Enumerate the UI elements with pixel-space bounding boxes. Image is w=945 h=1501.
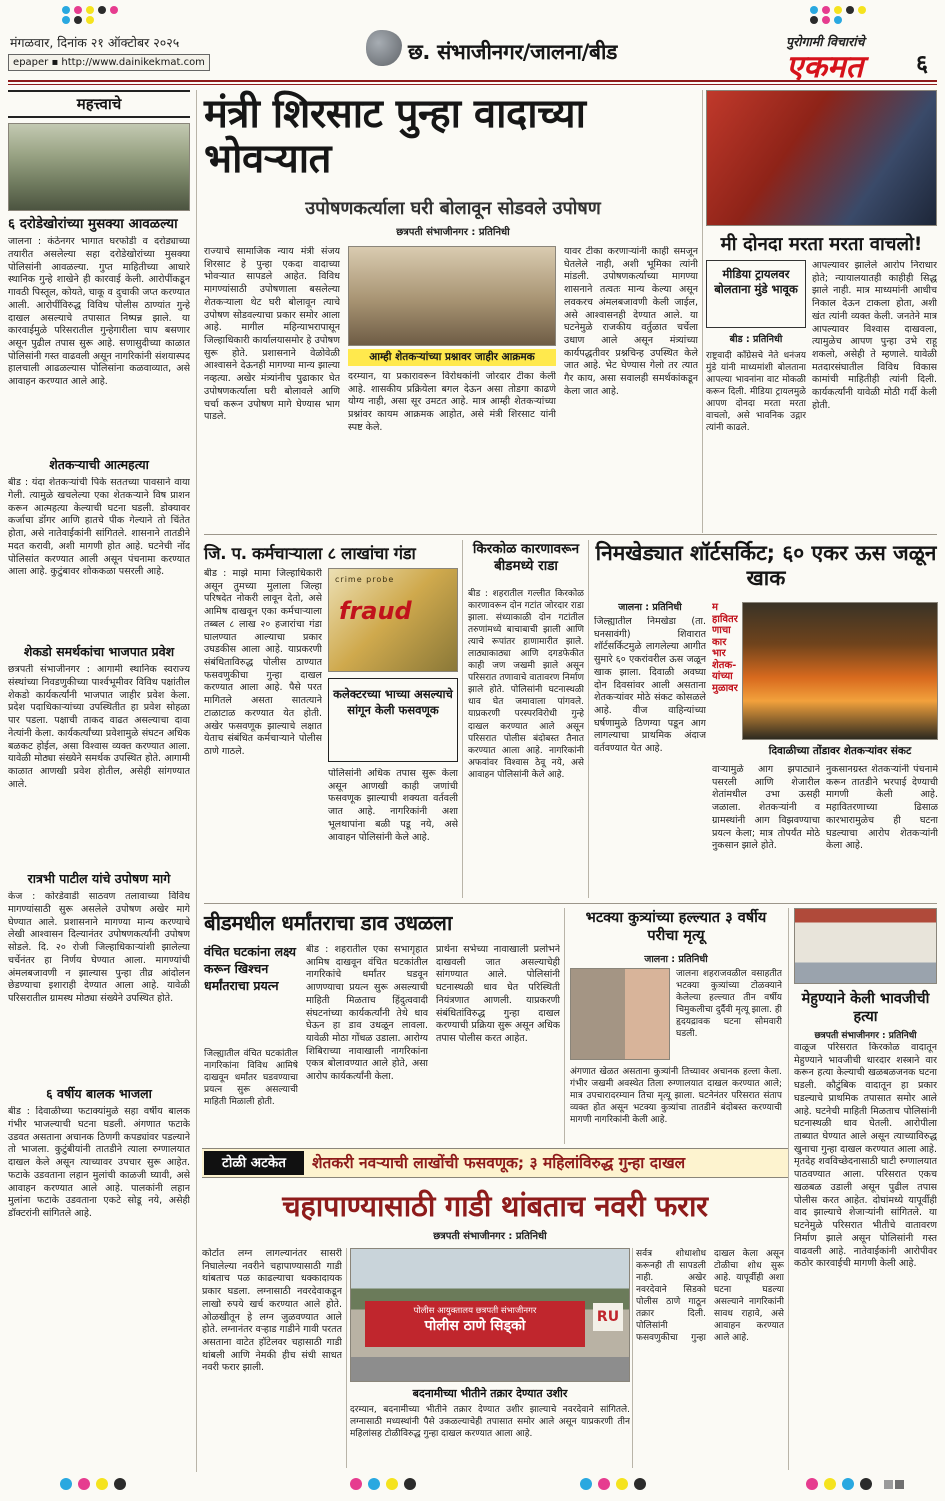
police-station-photo bbox=[350, 1248, 630, 1382]
dog-byline: जालना : प्रतिनिधी bbox=[644, 954, 708, 965]
dog-body-below: अंगणात खेळत असताना कुत्र्यांनी तिच्यावर अचानक हल्ला केला. गंभीर जखमी अवस्थेत तिला रुग्णालयात दाखल करण्यात आले; मात्र उपचारादरम्यान तिचा मृत्यू झाला. घटनेनंतर परिसरात संताप व्यक्त होत असून भटक्या कुत्र्यांचा तातडीने बंदोबस्त करण्याची मागणी नागरिकांनी केली आहे. bbox=[570, 1067, 782, 1126]
dharmantar-kicker: वंचित घटकांना लक्ष्य करून खिश्चन धर्मांतराचा प्रयत्न bbox=[204, 944, 296, 993]
lead-body-col1: राज्याचे सामाजिक न्याय मंत्री संजय शिरसाट हे पुन्हा एकदा वादाच्या भोवऱ्यात सापडले आहेत. विविध मागण्यांसाठी उपोषणाला बसलेल्या शेतकऱ्याला थेट घरी बोलावून त्याचे उपोषण सोडवल्याचा प्रकार समोर आला आहे. मागील महिन्याभरापासून जिल्हाधिकारी कार्यालयासमोर हे उपोषण सुरू होते. प्रशासनाने वेळोवेळी आश्वासने देऊनही मागण्या मान्य झाल्या नव्हत्या. अखेर मंत्र्यांनीच पुढाकार घेत उपोषणकर्त्याला घरी बोलावले आणि चर्चा करून उपोषण मागे घेण्यास भाग पाडले. bbox=[204, 246, 340, 423]
bride-body-right: सर्वत्र शोधाशोध करूनही ती सापडली नाही. अखेर नवरदेवाने सिडको पोलीस ठाणे गाठून तक्रार दिली. पोलिसांनी फसवणुकीचा गुन्हा दाखल केला असून टोळीचा शोध सुरू आहे. यापूर्वीही अशा घटना घडल्या असल्याने नागरिकांनी सावध राहावे, असे आवाहन करण्यात आले आहे. bbox=[636, 1249, 784, 1344]
fraud-photo-word: fraud bbox=[339, 597, 412, 625]
edition-title: छ. संभाजीनगर/जालना/बीड bbox=[408, 40, 618, 64]
fire-body-col1: जिल्ह्यातील निमखेडा (ता. घनसावंगी) शिवारात शॉर्टसर्किटमुळे लागलेल्या आगीत सुमारे ६० एकरांवरील ऊस जळून खाक झाला. दिवाळी अवघ्या दोन दिवसांवर आली असताना शेतकऱ्यांवर मोठे संकट कोसळले आहे. वीज वाहिन्यांच्या घर्षणामुळे ठिणग्या पडून आग लागल्याचा प्राथमिक अंदाज वर्तवण्यात येत आहे. bbox=[594, 616, 706, 755]
lead-subhead: उपोषणकर्त्याला घरी बोलावून सोडवले उपोषण bbox=[305, 198, 601, 219]
fire-body-col3: नुकसानग्रस्त शेतकऱ्यांनी पंचनामे करून तातडीने भरपाई देण्याची मागणी केली आहे. महावितरणाच्या ढिसाळ कारभारामुळेच ही घटना घडल्याचा आरोप शेतकऱ्यांनी केला आहे. bbox=[826, 764, 938, 852]
divider-band2 bbox=[204, 903, 937, 904]
divider-bride-left bbox=[346, 1248, 347, 1468]
dharmantar-body-col3: प्रार्थना सभेच्या नावाखाली प्रलोभने दाखवली जात असल्याचेही सांगण्यात आले. पोलिसांनी घटनास्थळी धाव घेत परिस्थिती नियंत्रणात आणली. याप्रकरणी संबंधितांविरुद्ध गुन्हा दाखल करण्याची प्रक्रिया सुरू असून अधिक तपास पोलीस करत आहेत. bbox=[436, 944, 560, 1045]
lead-byline: छत्रपती संभाजीनगर : प्रतिनिधी bbox=[396, 227, 510, 238]
fire-body-col2: वाऱ्यामुळे आग झपाट्याने पसरली आणि शेजारील शेतांमधील उभा ऊसही जळाला. शेतकऱ्यांनी व ग्रामस्थांनी आग विझवण्याचा प्रयत्न केला; मात्र तोपर्यंत मोठे नुकसान झाले होते. bbox=[712, 764, 820, 852]
epaper-link[interactable]: epaper ▪ http://www.dainikekmat.com bbox=[8, 54, 210, 71]
edition-logo-icon bbox=[366, 30, 402, 66]
masthead-rule bbox=[8, 80, 937, 85]
registration-marks-top-right bbox=[808, 5, 868, 25]
gang-strip-label: टोळी अटकेत bbox=[204, 1151, 304, 1175]
divider-rada-fire bbox=[588, 540, 589, 898]
divider-right-column bbox=[788, 908, 789, 1470]
bride-headline: चहापाण्यासाठी गाडी थांबताच नवरी फरार bbox=[282, 1189, 708, 1223]
fire-side-note: महावितरणाचा कारभार शेतक-यांच्या मुळावर bbox=[712, 602, 738, 694]
munde-headline: मी दोनदा मरता मरता वाचलो! bbox=[720, 234, 923, 255]
fire-photo-caption: दिवाळीच्या तोंडावर शेतकऱ्यांवर संकट bbox=[768, 745, 912, 757]
police-banner-line1: पोलीस आयुक्तालय छत्रपती संभाजीनगर bbox=[413, 1306, 537, 1316]
murder-body: वाळूज परिसरात किरकोळ वादातून मेहुण्याने भावजीची धारदार शस्त्राने वार करून हत्या केल्याची खळबळजनक घटना घडली. कौटुंबिक वादातून हा प्रकार घडल्याचे प्राथमिक तपासात समोर आले आहे. घटनेची माहिती मिळताच पोलिसांनी घटनास्थळी धाव घेतली. आरोपीला ताब्यात घेण्यात आले असून त्याच्याविरुद्ध खुनाचा गुन्हा दाखल करण्यात आला आहे. मृतदेह शवविच्छेदनासाठी घाटी रुग्णालयात पाठवण्यात आला. परिसरात एकच खळबळ उडाली असून पुढील तपास पोलीस करत आहेत. दोघांमध्ये यापूर्वीही वाद झाल्याचे शेजाऱ्यांनी सांगितले. या घटनेमुळे परिसरात भीतीचे वातावरण निर्माण झाले असून पोलिसांनी गस्त वाढवली आहे. नातेवाईकांनी आरोपीवर कठोर कारवाईची मागणी केली आहे. bbox=[794, 1042, 937, 1270]
left-story5-body: बीड : दिवाळीच्या फटाक्यांमुळे सहा वर्षीय बालक गंभीर भाजल्याची घटना घडली. अंगणात फटाके उडवत असताना अचानक ठिणगी कपड्यांवर पडल्याने तो भाजला. कुटुंबीयांनी तातडीने त्याला रुग्णालयात दाखल केले असून त्याच्यावर उपचार सुरू आहेत. फटाके उडवताना लहान मुलांची काळजी घ्यावी, असे आवाहन करण्यात आले आहे. पालकांनी लहान मुलांना फटाके उडवताना एकटे सोडू नये, असेही डॉक्टरांनी सांगितले आहे. bbox=[8, 1106, 190, 1219]
divider-lead-munde bbox=[702, 90, 703, 533]
politician-photo bbox=[706, 90, 937, 226]
left-story2-headline: शेतकऱ्याची आत्महत्या bbox=[49, 457, 149, 473]
dog-attack-photo bbox=[570, 968, 670, 1060]
left-story4-body: केज : कोरडेवाडी साठवण तलावाच्या विविध मागण्यांसाठी सुरू असलेले उपोषण अखेर मागे घेण्यात आले. प्रशासनाने मागण्या मान्य करण्याचे लेखी आश्वासन दिल्यानंतर उपोषणकर्त्यांनी उपोषण सोडले. दि. २० रोजी जिल्हाधिकाऱ्यांशी झालेल्या चर्चेनंतर हा निर्णय घेण्यात आला. मागण्यांची अंमलबजावणी न झाल्यास पुन्हा तीव्र आंदोलन छेडण्याचा इशाराही देण्यात आला आहे. यावेळी परिसरातील ग्रामस्थ मोठ्या संख्येने उपस्थित होते. bbox=[8, 891, 190, 1004]
group-photo bbox=[8, 123, 190, 211]
bride-photo-caption: बदनामीच्या भीतीने तक्रार देण्यात उशीर bbox=[412, 1387, 568, 1400]
divider-dharmantar-dog bbox=[564, 908, 565, 1144]
building-photo bbox=[794, 908, 937, 984]
fraud-box: कलेक्टरच्या भाच्या असल्याचे सांगून केली फसवणूक bbox=[328, 678, 458, 762]
lead-photo-quote: आम्ही शेतकऱ्यांच्या प्रश्नावर जाहीर आक्रमक bbox=[348, 349, 556, 366]
police-banner-line2: पोलीस ठाणे सिड्को bbox=[424, 1318, 526, 1334]
fire-photo bbox=[742, 602, 938, 740]
rada-body: बीड : शहरातील गल्लीत किरकोळ कारणावरून दोन गटांत जोरदार राडा झाला. संध्याकाळी दोन गटांतील तरुणांमध्ये बाचाबाची झाली आणि त्याचे रूपांतर हाणामारीत झाले. लाठ्याकाठ्या आणि दगडफेकीत काही जण जखमी झाले असून परिसरात तणावाचे वातावरण निर्माण झाले होते. पोलिसांनी घटनास्थळी धाव घेत जमावाला पांगवले. याप्रकरणी परस्परविरोधी गुन्हे दाखल करण्यात आले असून परिसरात पोलीस बंदोबस्त तैनात करण्यात आला आहे. नागरिकांनी अफवांवर विश्वास ठेवू नये, असे आवाहन पोलिसांनी केले आहे. bbox=[468, 589, 584, 780]
murder-byline: छत्रपती संभाजीनगर : प्रतिनिधी bbox=[814, 1031, 917, 1041]
registration-marks-bottom-3 bbox=[580, 1478, 652, 1490]
dharmantar-body-col1: जिल्ह्यातील वंचित घटकांतील नागरिकांना विविध आमिषे दाखवून धर्मांतर घडवण्याचा प्रयत्न सुरू असल्याची माहिती मिळाली होती. bbox=[204, 1049, 298, 1108]
divider-band1 bbox=[204, 534, 937, 535]
lead-headline: मंत्री शिरसाट पुन्हा वादाच्या भोवऱ्यात bbox=[204, 91, 586, 182]
left-story3-headline: शेकडो समर्थकांचा भाजपात प्रवेश bbox=[23, 644, 175, 660]
police-banner bbox=[365, 1301, 585, 1347]
lead-body-col2: दरम्यान, या प्रकारावरून विरोधकांनी जोरदार टीका केली आहे. शासकीय प्रक्रियेला बगल देऊन असा तोडगा काढणे योग्य नाही, असा सूर उमटत आहे. मात्र आम्ही शेतकऱ्यांच्या प्रश्नांवर कायम आक्रमक आहोत, असे मंत्री शिरसाट यांनी स्पष्ट केले. bbox=[348, 371, 556, 433]
fire-headline: निमखेड्यात शॉर्टसर्किट; ६० एकर ऊस जळून खाक bbox=[595, 541, 937, 590]
page-number: ६ bbox=[916, 51, 928, 77]
divider-fraud-rada bbox=[462, 540, 463, 898]
dharmantar-body-col2: बीड : शहरातील एका सभागृहात आमिष दाखवून वंचित घटकांतील नागरिकांचे धर्मांतर घडवून आणण्याचा प्रयत्न सुरू असल्याची माहिती मिळताच हिंदुत्ववादी संघटनांच्या कार्यकर्त्यांनी तेथे धाव घेऊन हा डाव उधळून लावला. यावेळी मोठा गोंधळ उडाला. आरोग्य शिबिराच्या नावाखाली नागरिकांना एकत्र बोलावण्यात आले होते, असा आरोप कार्यकर्त्यांनी केला. bbox=[306, 944, 428, 1083]
fraud-body-col2: पोलिसांनी अधिक तपास सुरू केला असून आणखी काही जणांची फसवणूक झाल्याची शक्यता वर्तवली जात आहे. नागरिकांनी अशा भूलथापांना बळी पडू नये, असे आवाहन पोलिसांनी केले आहे. bbox=[328, 768, 458, 843]
registration-marks-bottom-2 bbox=[350, 1478, 422, 1490]
bride-body-left: कोर्टात लग्न लागल्यानंतर सासरी निघालेल्या नवरीने चहापाण्यासाठी गाडी थांबताच पळ काढल्याचा धक्कादायक प्रकार घडला. लग्नासाठी नवरदेवाकडून लाखो रुपये खर्च करण्यात आले होते. ओळखीतून हे लग्न जुळवण्यात आले होते. लग्नानंतर वऱ्हाड गाडीने गावी परतत असताना वाटेत हॉटेलवर चहासाठी गाडी थांबली आणि नेमकी हीच संधी साधत नवरी फरार झाली. bbox=[202, 1248, 342, 1374]
date-line: मंगळवार, दिनांक २१ ऑक्टोबर २०२५ bbox=[10, 35, 180, 50]
left-story5-headline: ६ वर्षीय बालक भाजला bbox=[46, 1086, 152, 1102]
lead-body-col3: यावर टीका करणाऱ्यांनी काही समजून घेतलेले नाही, अशी भूमिका त्यांनी मांडली. उपोषणकर्त्याच्या मागण्या शासनाने तत्वतः मान्य केल्या असून लवकरच अंमलबजावणी केली जाईल, असे आश्वासनही देण्यात आले. या घटनेमुळे राजकीय वर्तुळात चर्चेला उधाण आले असून मंत्र्यांच्या कार्यपद्धतीवर प्रश्नचिन्ह उपस्थित केले जात आहे. भेट घेण्यास गेलो तर त्यात गैर काय, असा सवालही समर्थकांकडून केला जात आहे. bbox=[564, 246, 698, 397]
registration-marks-bottom-1 bbox=[60, 1478, 132, 1490]
bride-body-below: दरम्यान, बदनामीच्या भीतीने तक्रार देण्यात उशीर झाल्याचे नवरदेवाने सांगितले. लग्नासाठी मध्यस्थांनी पैसे उकळल्याचेही तपासात समोर आले असून याप्रकरणी तीन महिलांसह टोळीविरुद्ध गुन्हा दाखल करण्यात आला आहे. bbox=[350, 1405, 630, 1440]
fraud-headline: जि. प. कर्मचाऱ्याला ८ लाखांचा गंडा bbox=[204, 544, 416, 563]
left-column-title: महत्त्वाचे bbox=[8, 90, 190, 118]
bride-byline: छत्रपती संभाजीनगर : प्रतिनिधी bbox=[433, 1231, 547, 1242]
road-strip bbox=[351, 1357, 629, 1381]
registration-marks-top-left bbox=[60, 5, 120, 25]
masthead-brand: एकमत bbox=[786, 49, 864, 85]
left-story2-body: बीड : यंदा शेतकऱ्यांची पिके सततच्या पावसाने वाया गेली. त्यामुळे खचलेल्या एका शेतकऱ्याने विष प्राशन करून आत्महत्या केल्याची घटना घडली. डोक्यावर कर्जाचा डोंगर आणि हातचे पीक गेल्याने तो चिंतेत होता, असे नातेवाईकांनी सांगितले. शासनाने तातडीने मदत करावी, अशी मागणी होत आहे. घटनेची नोंद पोलिसांत करण्यात आली असून पंचनामा करण्यात आला आहे. कुटुंबावर शोककळा पसरली आहे. bbox=[8, 477, 190, 578]
dog-body-right: जालना शहराजवळील वसाहतीत भटक्या कुत्र्यांच्या टोळक्याने केलेल्या हल्ल्यात तीन वर्षीय चिमुकलीचा दुर्दैवी मृत्यू झाला. ही हृदयद्रावक घटना सोमवारी घडली. bbox=[676, 969, 782, 1040]
masthead-tagline: पुरोगामी विचारांचे bbox=[786, 34, 865, 49]
fraud-photo-word2: crime probe bbox=[335, 575, 395, 584]
gang-strip-headline: शेतकरी नवऱ्याची लाखोंची फसवणूक; ३ महिलांविरुद्ध गुन्हा दाखल bbox=[312, 1154, 686, 1172]
fraud-body-col1: बीड : माझे मामा जिल्हाधिकारी असून तुमच्या मुलाला जिल्हा परिषदेत नोकरी लावून देतो, असे आमिष दाखवून एका कर्मचाऱ्याला तब्बल ८ लाख २० हजारांचा गंडा घालण्यात आल्याचा प्रकार उघडकीस आला आहे. याप्रकरणी संबंधिताविरुद्ध पोलीस ठाण्यात फसवणुकीचा गुन्हा दाखल करण्यात आला आहे. पैसे परत मागितले असता सातत्याने टाळाटाळ करण्यात येत होती. अखेर फसवणूक झाल्याचे लक्षात येताच संबंधित कर्मचाऱ्याने पोलीस ठाणे गाठले. bbox=[204, 568, 322, 758]
dog-headline: भटक्या कुत्र्यांच्या हल्ल्यात ३ वर्षीय परीचा मृत्यू bbox=[585, 910, 767, 945]
left-story1-body: जालना : कंठेनगर भागात घरफोडी व दरोड्याच्या तयारीत असलेल्या सहा दरोडेखोरांच्या मुसक्या पोलिसांनी आवळल्या. गुप्त माहितीच्या आधारे स्थानिक गुन्हे शाखेने ही कारवाई केली. आरोपींकडून गावठी पिस्तूल, कोयते, चाकू व दुचाकी जप्त करण्यात आली. आरोपींविरुद्ध विविध पोलीस ठाण्यांत गुन्हे दाखल असल्याचे तपासात निष्पन्न झाले. या कारवाईमुळे परिसरातील गुन्हेगारीला चाप बसणार असून पुढील तपास सुरू आहे. सणासुदीच्या काळात पोलिसांनी गस्त वाढवली असून नागरिकांनी संशयास्पद हालचाली आढळल्यास पोलिसांना कळवाव्यात, असे आवाहन करण्यात आले आहे. bbox=[8, 236, 190, 388]
fire-byline: जालना : प्रतिनिधी bbox=[618, 602, 682, 613]
left-story3-body: छत्रपती संभाजीनगर : आगामी स्थानिक स्वराज्य संस्थांच्या निवडणुकीच्या पार्श्वभूमीवर विविध पक्षांतील शेकडो कार्यकर्त्यांनी भाजपात जाहीर प्रवेश केला. प्रदेश पदाधिकाऱ्यांच्या उपस्थितीत हा प्रवेश सोहळा पार पडला. पक्षाची ताकद वाढत असल्याचा दावा नेत्यांनी केला. कार्यकर्त्यांच्या प्रवेशामुळे संघटन अधिक बळकट होईल, असा विश्वास व्यक्त करण्यात आला. यावेळी मोठ्या संख्येने समर्थक उपस्थित होते. आगामी काळात आणखी प्रवेश होतील, असेही सांगण्यात आले. bbox=[8, 664, 190, 790]
meeting-photo bbox=[348, 246, 556, 346]
left-story4-headline: रात्रभी पाटील यांचे उपोषण मागे bbox=[27, 871, 171, 887]
left-story1-headline: ६ दरोडेखोरांच्या मुसक्या आवळल्या bbox=[8, 216, 178, 232]
fraud-photo bbox=[328, 568, 458, 672]
registration-marks-bottom-4 bbox=[806, 1478, 906, 1490]
murder-headline: मेहुण्याने केली भावजीची हत्या bbox=[801, 991, 930, 1026]
dharmantar-headline: बीडमधील धर्मांतराचा डाव उधळला bbox=[204, 911, 452, 935]
munde-body-col1: राष्ट्रवादी काँग्रेसचे नेते धनंजय मुंडे यांनी माध्यमांशी बोलताना आपल्या भावनांना वाट मोकळी करून दिली. मीडिया ट्रायलमुळे आपण दोनदा मरता मरता वाचलो, असे भावनिक उद्गार त्यांनी काढले. bbox=[706, 351, 806, 434]
divider-bride-right bbox=[632, 1248, 633, 1468]
munde-byline: बीड : प्रतिनिधी bbox=[729, 334, 783, 345]
munde-kicker-box: मीडिया ट्रायलवर बोलताना मुंडे भावूक bbox=[706, 260, 806, 328]
rada-headline: किरकोळ कारणावरून बीडमध्ये राडा bbox=[472, 541, 580, 574]
left-column bbox=[8, 90, 197, 1472]
billboard-text: RU bbox=[593, 1303, 623, 1331]
munde-body-col2: आपल्यावर झालेले आरोप निराधार होते; न्यायालयातही काहीही सिद्ध झाले नाही. मात्र माध्यमांनी आधीच निकाल देऊन टाकला होता, अशी खंत त्यांनी व्यक्त केली. जनतेने मात्र आपल्यावर विश्वास दाखवला, त्यामुळेच आपण पुन्हा उभे राहू शकलो, असेही ते म्हणाले. यावेळी मतदारसंघातील विविध विकास कामांची माहितीही त्यांनी दिली. कार्यकर्त्यांनी यावेळी मोठी गर्दी केली होती. bbox=[812, 260, 937, 411]
